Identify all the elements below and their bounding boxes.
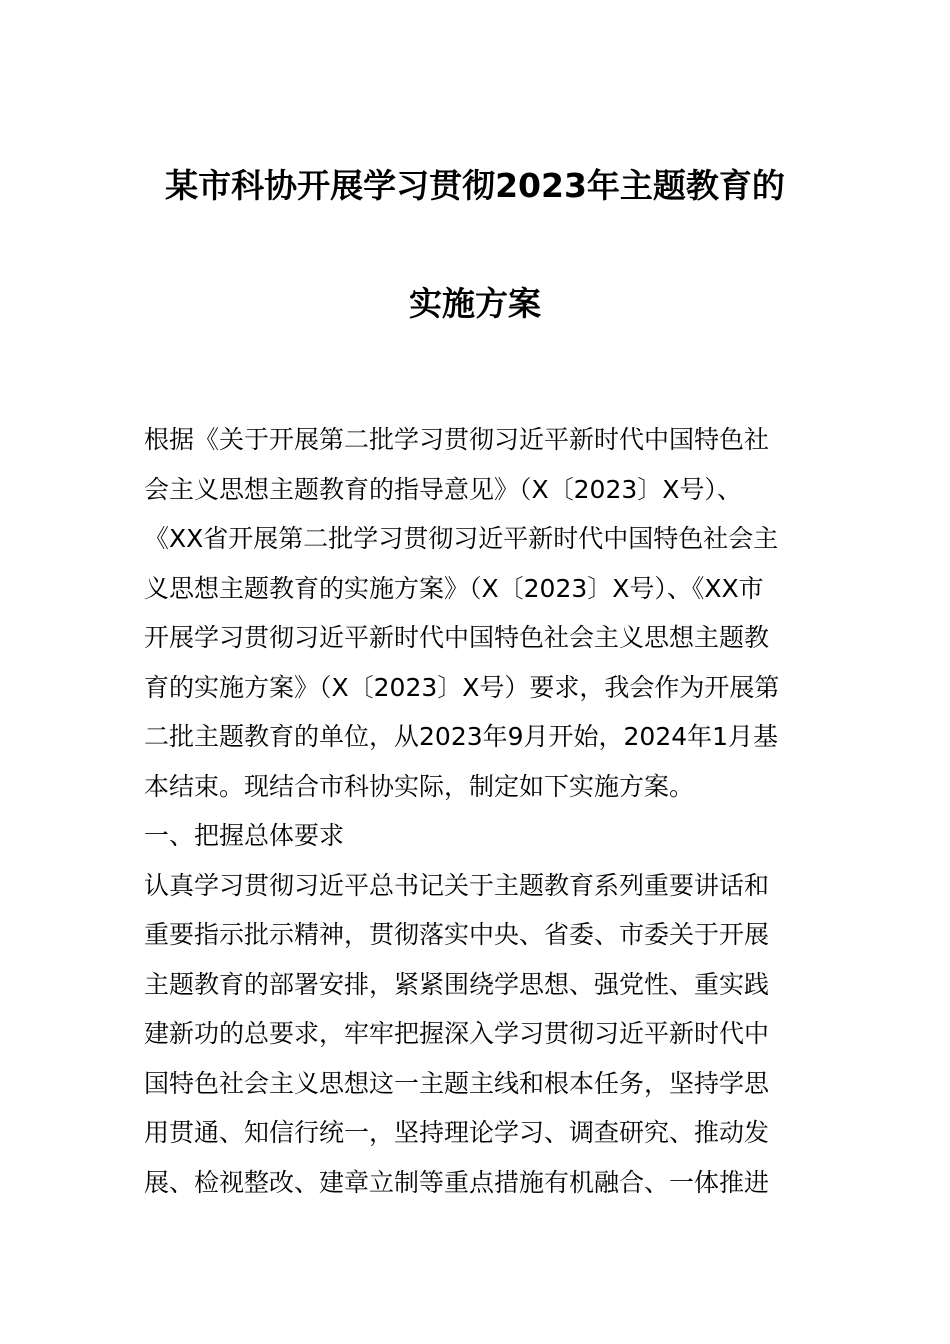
body-line: 《XX省开展第二批学习贯彻习近平新时代中国特色社会主 [144,524,779,553]
body-line: 根据《关于开展第二批学习贯彻习近平新时代中国特色社 [144,425,770,454]
body-line: 育的实施方案》（X〔2023〕X号）要求，我会作为开展第 [144,672,780,702]
section-heading: 一、把握总体要求 [144,821,345,850]
document-title-line-1: 某市科协开展学习贯彻2023年主题教育的 [165,166,785,205]
body-line: 建新功的总要求，牢牢把握深入学习贯彻习近平新时代中 [144,1019,770,1048]
body-line: 展、检视整改、建章立制等重点措施有机融合、一体推进 [144,1167,770,1197]
document-body [144,415,814,1207]
body-line: 会主义思想主题教育的指导意见》（X〔2023〕X号）、 [144,474,742,504]
body-line: 义思想主题教育的实施方案》（X〔2023〕X号）、《XX市 [144,573,764,603]
body-line: 用贯通、知信行统一，坚持理论学习、调查研究、推动发 [144,1118,770,1147]
body-line: 二批主题教育的单位，从2023年9月开始，2024年1月基 [144,722,779,751]
body-line: 认真学习贯彻习近平总书记关于主题教育系列重要讲话和 [144,870,770,900]
body-line: 本结束。现结合市科协实际，制定如下实施方案。 [144,771,695,801]
body-line: 开展学习贯彻习近平新时代中国特色社会主义思想主题教 [144,623,770,652]
body-line: 重要指示批示精神，贯彻落实中央、省委、市委关于开展 [144,920,770,949]
body-line: 主题教育的部署安排，紧紧围绕学思想、强党性、重实践 [144,969,770,999]
body-line: 国特色社会主义思想这一主题主线和根本任务，坚持学思 [144,1068,770,1098]
document-title-line-2: 实施方案 [409,284,541,323]
